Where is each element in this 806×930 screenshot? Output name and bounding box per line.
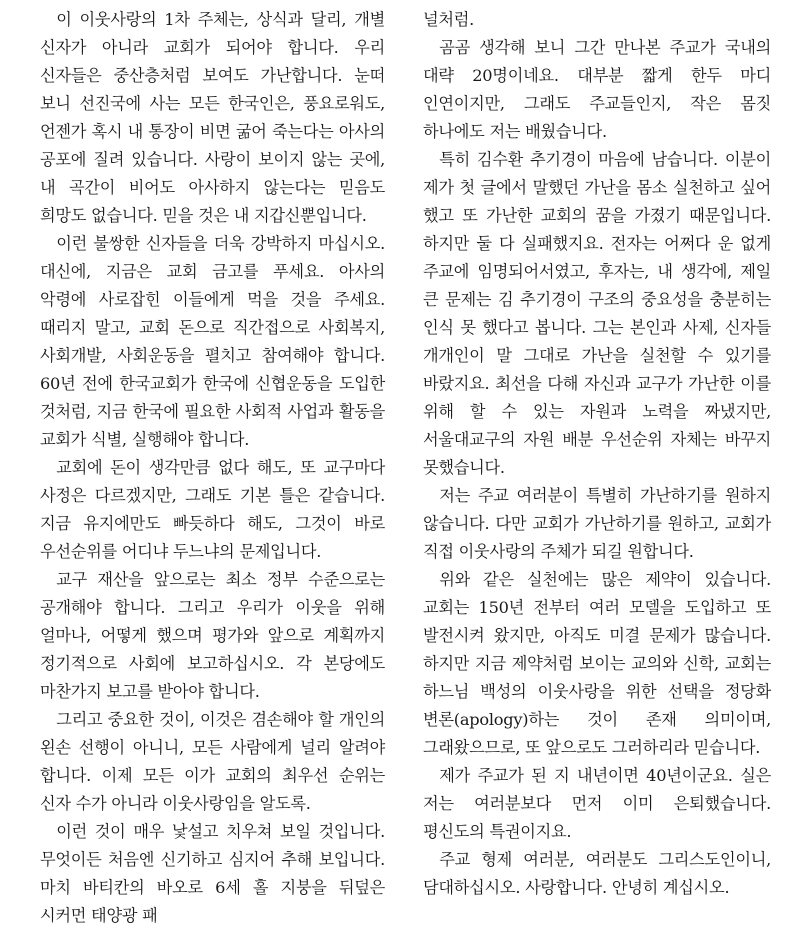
paragraph: 이 이웃사랑의 1차 주체는, 상식과 달리, 개별 신자가 아니라 교회가 되어야 합니다. 우리 신자들은 중산층처럼 보여도 가난합니다. 눈떠 보니 선진국에 사는 모든 한국인은, 풍요로워도, 언젠가 혹시 내 통장이 비면 굶어 죽는다는 아사의 공포에 질려 있습니다. 사랑이 보이지 않는 곳에, 내 곡간이 비어도 아사하지 않는다는 믿음도 희망도 없습니다. 믿을 것은 내 지갑신뿐입니다. [40, 10, 385, 225]
paragraph: 곰곰 생각해 보니 그간 만나본 주교가 국내의 대략 20명이네요. 대부분 짧게 한두 마디 인연이지만, 그래도 주교들인지, 작은 몸짓 하나에도 저는 배웠습니다. [423, 38, 771, 141]
paragraph: 교회에 돈이 생각만큼 없다 해도, 또 교구마다 사정은 다르겠지만, 그래도 기본 틀은 같습니다. 지금 유지에만도 빠듯하다 해도, 그것이 바로 우선순위를 어디냐 두느냐의 문제입니다. [40, 458, 385, 561]
paragraph: 그리고 중요한 것이, 이것은 겸손해야 할 개인의 왼손 선행이 아니니, 모든 사람에게 널리 알려야 합니다. 이제 모든 이가 교회의 최우선 순위는 신자 수가 아니라 이웃사랑임을 알도록. [40, 710, 385, 813]
right-column [423, 6, 771, 897]
paragraph: 저는 주교 여러분이 특별히 가난하기를 원하지 않습니다. 다만 교회가 가난하기를 원하고, 교회가 직접 이웃사랑의 주체가 되길 원합니다. [423, 486, 771, 561]
paragraph: 주교 형제 여러분, 여러분도 그리스도인이니, 담대하십시오. 사랑합니다. 안녕히 계십시오. [423, 850, 771, 897]
paragraph: 제가 주교가 된 지 내년이면 40년이군요. 실은 저는 여러분보다 먼저 이미 은퇴했습니다. 평신도의 특권이지요. [423, 766, 771, 841]
paragraph: 이런 것이 매우 낯설고 치우쳐 보일 것입니다. 무엇이든 처음엔 신기하고 심지어 추해 보입니다. 마치 바티칸의 바오로 6세 홀 지붕을 뒤덮은 시커먼 태양광 패 [40, 822, 385, 925]
paragraph: 위와 같은 실천에는 많은 제약이 있습니다. 교회는 150년 전부터 여러 모델을 도입하고 또 발전시켜 왔지만, 아직도 미결 문제가 많습니다. 하지만 지금 제약처럼 보이는 교의와 신학, 교회는 하느님 백성의 이웃사랑을 위한 선택을 정당화 변론(apology)하는 것이 존재 의미이며, 그래왔으므로, 또 앞으로도 그러하리라 믿습니다. [423, 570, 771, 757]
paragraph-continuation: 널처럼. [423, 10, 475, 29]
paragraph: 특히 김수환 추기경이 마음에 남습니다. 이분이 제가 첫 글에서 말했던 가난을 몸소 실천하고 싶어 했고 또 가난한 교회의 꿈을 가졌기 때문입니다. 하지만 둘 다 실패했지요. 전자는 어쩌다 운 없게 주교에 임명되어서였고, 후자는, 내 생각에, 제일 큰 문제는 김 추기경이 구조의 중요성을 충분히는 인식 못 했다고 봅니다. 그는 본인과 사제, 신자들 개개인이 말 그대로 가난을 실천할 수 있기를 바랐지요. 최선을 다해 자신과 교구가 가난한 이를 위해 할 수 있는 자원과 노력을 짜냈지만, 서울대교구의 자원 배분 우선순위 자체는 바꾸지 못했습니다. [423, 150, 771, 477]
paragraph: 교구 재산을 앞으로는 최소 정부 수준으로는 공개해야 합니다. 그리고 우리가 이웃을 위해 얼마나, 어떻게 했으며 평가와 앞으로 계획까지 정기적으로 사회에 보고하십시오. 각 본당에도 마찬가지 보고를 받아야 합니다. [40, 570, 385, 701]
left-column [40, 6, 385, 925]
paragraph: 이런 불쌍한 신자들을 더욱 강박하지 마십시오. 대신에, 지금은 교회 금고를 푸세요. 아사의 악령에 사로잡힌 이들에게 먹을 것을 주세요. 때리지 말고, 교회 돈으로 직간접으로 사회복지, 사회개발, 사회운동을 펼치고 참여해야 합니다. 60년 전에 한국교회가 한국에 신협운동을 도입한 것처럼, 지금 한국에 필요한 사회적 사업과 활동을 교회가 식별, 실행해야 합니다. [40, 234, 385, 449]
